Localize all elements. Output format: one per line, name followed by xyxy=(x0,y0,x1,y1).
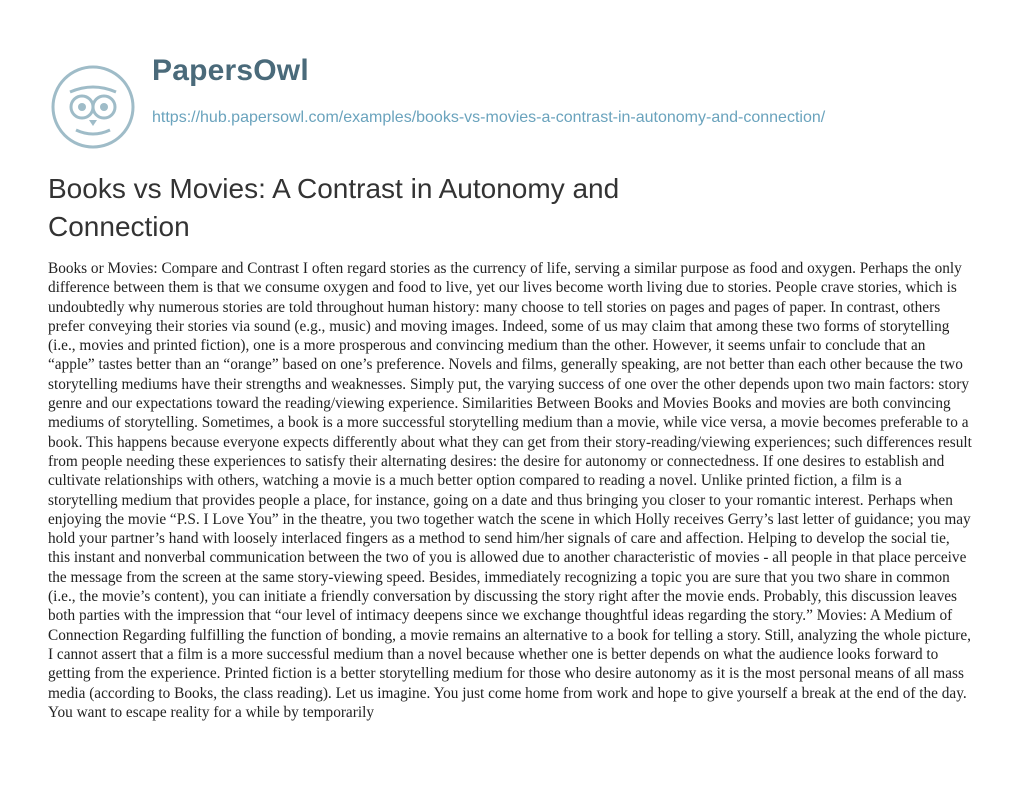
source-url[interactable]: https://hub.papersowl.com/examples/books-vs-movies-a-contrast-in-autonomy-and-connection/ xyxy=(152,109,826,126)
site-header xyxy=(48,38,988,158)
brand-name[interactable]: PapersOwl xyxy=(152,54,309,87)
owl-logo-icon[interactable] xyxy=(48,62,138,152)
article-title: Books vs Movies: A Contrast in Autonomy and Connection xyxy=(48,173,620,242)
article-body: Books or Movies: Compare and Contrast I often regard stories as the currency of life, serving a similar purpose as food and oxygen. Perhaps the only difference between them is that we consume oxygen and food to live, yet our lives become worth living due to stories. People crave stories, which is undoubtedly why numerous stories are told throughout human history: many choose to tell stories on pages and pages of paper. In contrast, others prefer conveying their stories via sound (e.g., music) and moving images. Indeed, some of us may claim that among these two forms of storytelling (i.e., movies and printed fiction), one is a more prosperous and convincing medium than the other. However, it seems unfair to conclude that an “apple” tastes better than an “orange” based on one’s preference. Novels and films, generally speaking, are not better than each other because the two storytelling mediums have their strengths and weaknesses. Simply put, the varying success of one over the other depends upon two main factors: story genre and our expectations toward the reading/viewing experience. Similarities Between Books and Movies Books and movies are both convincing mediums of storytelling. Sometimes, a book is a more successful storytelling medium than a movie, while vice versa, a movie becomes preferable to a book. This happens because everyone expects differently about what they can get from their story-reading/viewing experiences; such differences result from people needing these experiences to satisfy their alternating desires: the desire for autonomy or connectedness. If one desires to establish and cultivate relationships with others, watching a movie is a much better option compared to reading a novel. Unlike printed fiction, a film is a storytelling medium that provides people a place, for instance, going on a date and thus bringing you closer to your romantic interest. Perhaps when enjoying the movie “P.S. I Love You” in the theatre, you two together watch the scene in which Holly receives Gerry’s last letter of guidance; you may hold your partner’s hand with loosely interlaced fingers as a method to send him/her signals of care and affection. Helping to develop the social tie, this instant and nonverbal communication between the two of you is allowed due to another characteristic of movies - all people in that place perceive the message from the screen at the same story-viewing speed. Besides, immediately recognizing a topic you are sure that you two share in common (i.e., the movie’s content), you can initiate a friendly conversation by discussing the story right after the movie ends. Probably, this discussion leaves both parties with the impression that “our level of intimacy deepens since we exchange thoughtful ideas regarding the story.” Movies: A Medium of Connection Regarding fulfilling the function of bonding, a movie remains an alternative to a book for telling a story. Still, analyzing the whole picture, I cannot assert that a film is a more successful medium than a novel because whether one is better depends on what the audience looks forward to getting from the experience. Printed fiction is a better storytelling medium for those who desire autonomy as it is the most personal means of all mass media (according to Books, the class reading). Let us imagine. You just come home from work and hope to give yourself a break at the end of the day. You want to escape reality for a while by temporarily xyxy=(48,260,972,721)
